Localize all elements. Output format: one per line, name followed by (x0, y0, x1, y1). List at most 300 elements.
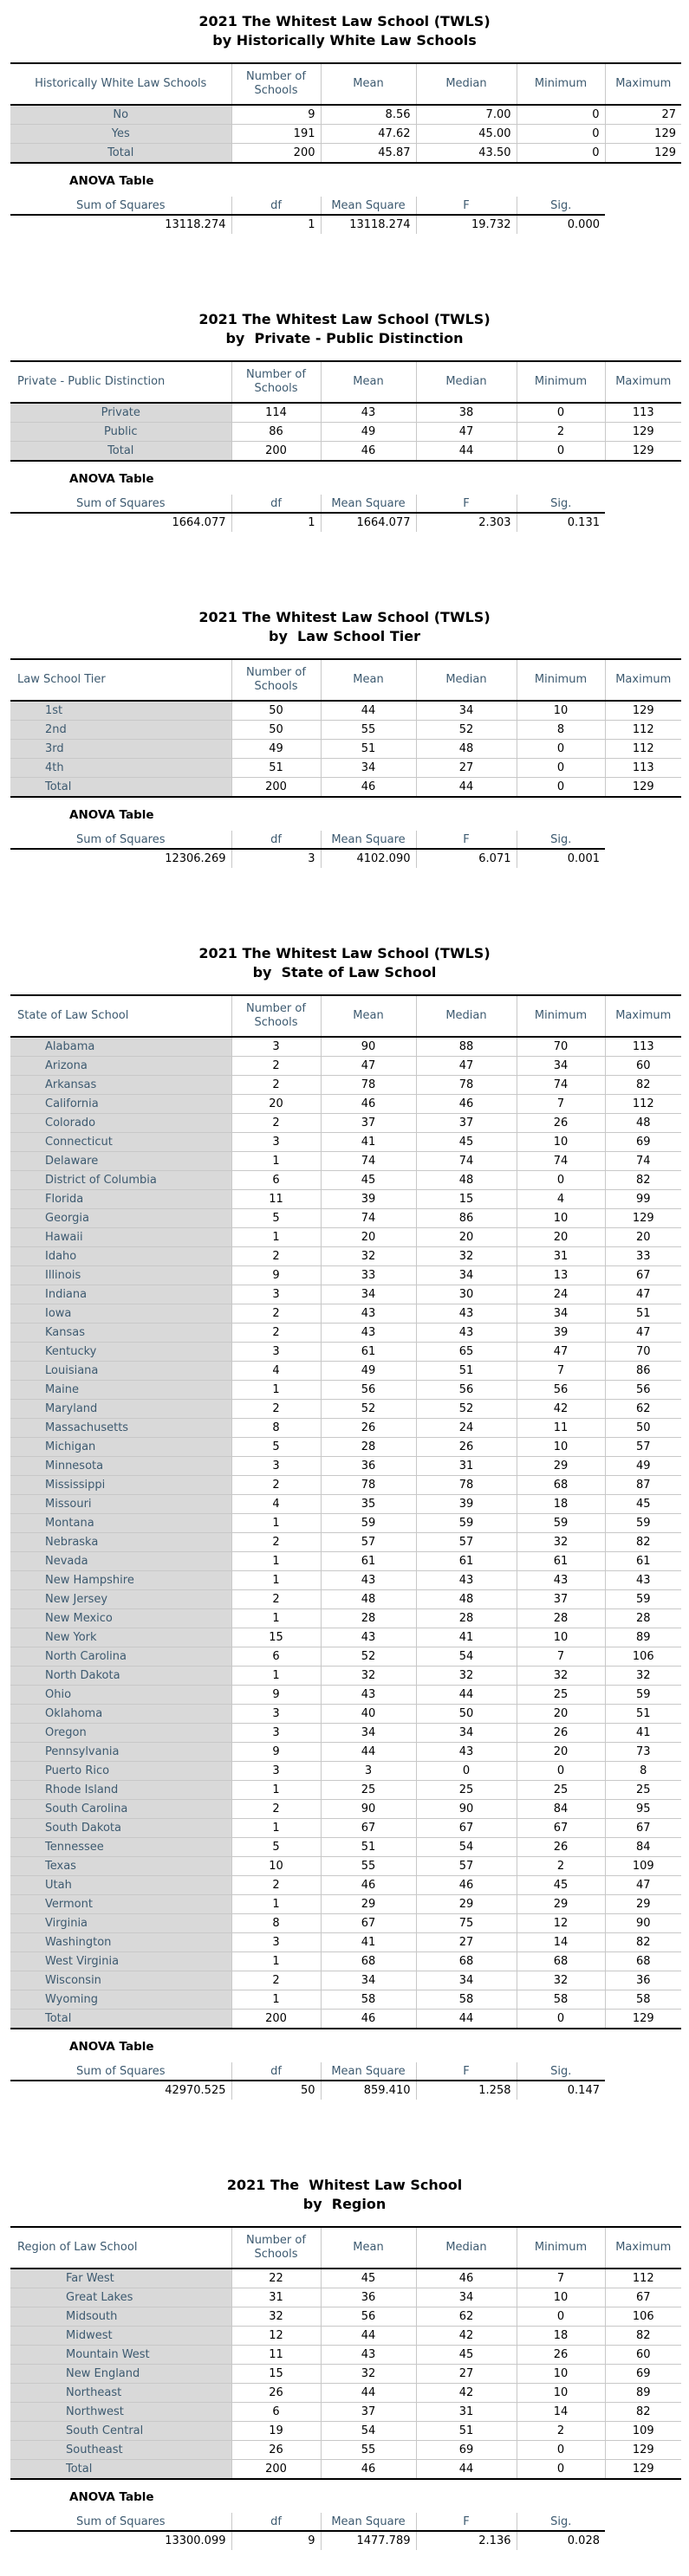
row-label: Connecticut (10, 1133, 231, 1152)
anova-column-header: Mean Square (321, 831, 416, 849)
cell-value: 11 (517, 1419, 605, 1438)
cell-value: 74 (517, 1152, 605, 1171)
anova-column-header: Mean Square (321, 197, 416, 215)
cell-value: 86 (231, 423, 321, 442)
cell-value: 5 (231, 1438, 321, 1457)
cell-value: 61 (416, 1552, 517, 1571)
cell-value: 129 (605, 2460, 681, 2480)
stats-column-header: Mean (321, 63, 416, 105)
anova-column-header: F (416, 197, 517, 215)
row-label: Private (10, 403, 231, 423)
cell-value: 54 (321, 2422, 416, 2441)
cell-value: 61 (605, 1552, 681, 1571)
row-label: New York (10, 1628, 231, 1647)
cell-value: 50 (231, 721, 321, 740)
cell-value: 5 (231, 1209, 321, 1228)
cell-value: 29 (517, 1895, 605, 1914)
cell-value: 56 (517, 1381, 605, 1400)
anova-column-header: df (231, 2062, 321, 2081)
cell-value: 28 (416, 1609, 517, 1628)
stats-column-header: Mean (321, 659, 416, 701)
row-label: Missouri (10, 1495, 231, 1514)
cell-value: 34 (321, 1285, 416, 1304)
cell-value: 5 (231, 1838, 321, 1857)
cell-value: 43 (416, 1304, 517, 1324)
stats-row (10, 1362, 681, 1381)
stats-row (10, 1037, 681, 1057)
cell-value: 3 (231, 1457, 321, 1476)
stats-row (10, 1933, 681, 1952)
row-label: Oklahoma (10, 1705, 231, 1724)
cell-value: 7 (517, 1362, 605, 1381)
anova-column-header: Mean Square (321, 2513, 416, 2531)
cell-value: 18 (517, 1495, 605, 1514)
cell-value: 55 (321, 721, 416, 740)
cell-value: 44 (321, 2327, 416, 2346)
row-label: Midwest (10, 2327, 231, 2346)
cell-value: 3 (231, 1343, 321, 1362)
row-label: Total (10, 144, 231, 164)
report-section (0, 310, 689, 532)
stats-total-row (10, 778, 681, 798)
report-section (0, 944, 689, 2100)
cell-value: 10 (517, 2365, 605, 2384)
cell-value: 6 (231, 1647, 321, 1667)
cell-value: 45 (321, 1171, 416, 1190)
cell-value: 57 (416, 1857, 517, 1876)
cell-value: 43 (517, 1571, 605, 1590)
cell-value: 20 (517, 1705, 605, 1724)
cell-value: 78 (321, 1076, 416, 1095)
cell-value: 43 (416, 1324, 517, 1343)
stats-row (10, 1057, 681, 1076)
cell-value: 41 (321, 1933, 416, 1952)
stats-row (10, 1952, 681, 1971)
stats-row (10, 1209, 681, 1228)
anova-column-header: F (416, 2513, 517, 2531)
cell-value: 34 (416, 1971, 517, 1990)
cell-value: 82 (605, 2403, 681, 2422)
cell-value: 12 (517, 1914, 605, 1933)
stats-row (10, 105, 681, 125)
stats-row (10, 1609, 681, 1628)
stats-row (10, 403, 681, 423)
row-label: Total (10, 442, 231, 462)
anova-column-header: Sum of Squares (10, 495, 231, 513)
cell-value: 70 (605, 1343, 681, 1362)
cell-value: 2 (231, 1247, 321, 1266)
cell-value: 44 (416, 442, 517, 462)
cell-value: 29 (517, 1457, 605, 1476)
cell-value: 59 (416, 1514, 517, 1533)
stats-row (10, 1857, 681, 1876)
stats-row (10, 1914, 681, 1933)
cell-value: 43 (321, 403, 416, 423)
row-label: Oregon (10, 1724, 231, 1743)
anova-column-header: df (231, 197, 321, 215)
row-label: 1st (10, 701, 231, 721)
cell-value: 25 (517, 1781, 605, 1800)
cell-value: 20 (321, 1228, 416, 1247)
cell-value: 36 (321, 2288, 416, 2307)
cell-value: 42 (517, 1400, 605, 1419)
stats-body (10, 701, 681, 797)
cell-value: 3 (231, 1285, 321, 1304)
cell-value: 46 (321, 778, 416, 798)
stats-column-header: Minimum (517, 361, 605, 403)
cell-value: 58 (416, 1990, 517, 2010)
cell-value: 0 (517, 2010, 605, 2029)
cell-value: 29 (605, 1895, 681, 1914)
stats-column-header: Maximum (605, 63, 681, 105)
stats-column-header: Number of Schools (231, 361, 321, 403)
cell-value: 34 (321, 759, 416, 778)
cell-value: 61 (321, 1552, 416, 1571)
stats-row (10, 740, 681, 759)
cell-value: 32 (321, 1247, 416, 1266)
cell-value: 9 (231, 1686, 321, 1705)
cell-value: 49 (321, 1362, 416, 1381)
cell-value: 2 (231, 1114, 321, 1133)
cell-value: 67 (416, 1819, 517, 1838)
cell-value: 26 (231, 2441, 321, 2460)
cell-value: 0 (517, 2307, 605, 2327)
cell-value: 67 (321, 1819, 416, 1838)
cell-value: 74 (605, 1152, 681, 1171)
cell-value: 39 (416, 1495, 517, 1514)
cell-value: 1 (231, 1571, 321, 1590)
cell-value: 34 (416, 1266, 517, 1285)
stats-column-header: Minimum (517, 2227, 605, 2269)
anova-value-row (10, 513, 605, 532)
cell-value: 113 (605, 759, 681, 778)
cell-value: 25 (517, 1686, 605, 1705)
stats-column-header: Maximum (605, 2227, 681, 2269)
cell-value: 112 (605, 740, 681, 759)
anova-block (10, 2040, 689, 2100)
cell-value: 10 (517, 1628, 605, 1647)
cell-value: 15 (416, 1190, 517, 1209)
cell-value: 42 (416, 2384, 517, 2403)
report-section (0, 608, 689, 868)
cell-value: 36 (605, 1971, 681, 1990)
cell-value: 112 (605, 1095, 681, 1114)
cell-value: 19 (231, 2422, 321, 2441)
cell-value: 43 (321, 1628, 416, 1647)
row-label: Vermont (10, 1895, 231, 1914)
anova-value: 1 (231, 215, 321, 234)
anova-heading: ANOVA Table (69, 2040, 154, 2054)
anova-column-header: Sig. (517, 197, 605, 215)
cell-value: 18 (517, 2327, 605, 2346)
stats-row (10, 2384, 681, 2403)
cell-value: 2 (231, 1476, 321, 1495)
cell-value: 31 (416, 2403, 517, 2422)
cell-value: 2 (231, 1800, 321, 1819)
cell-value: 47.62 (321, 125, 416, 144)
cell-value: 114 (231, 403, 321, 423)
stats-header-row (10, 659, 681, 701)
cell-value: 56 (416, 1381, 517, 1400)
report-section (0, 12, 689, 234)
cell-value: 52 (321, 1647, 416, 1667)
cell-value: 44 (416, 1686, 517, 1705)
cell-value: 1 (231, 1381, 321, 1400)
anova-value: 0.028 (517, 2531, 605, 2550)
cell-value: 10 (517, 1209, 605, 1228)
stats-row (10, 1895, 681, 1914)
stats-row (10, 1152, 681, 1171)
cell-value: 200 (231, 442, 321, 462)
cell-value: 34 (321, 1724, 416, 1743)
cell-value: 49 (321, 423, 416, 442)
stats-row (10, 701, 681, 721)
cell-value: 112 (605, 2269, 681, 2288)
section-title (0, 944, 689, 982)
stats-row (10, 1743, 681, 1762)
stats-column-header: Median (416, 659, 517, 701)
cell-value: 1 (231, 1819, 321, 1838)
stats-row (10, 1095, 681, 1114)
stats-table (10, 2226, 681, 2480)
stats-row (10, 721, 681, 740)
cell-value: 1 (231, 1514, 321, 1533)
row-label: Tennessee (10, 1838, 231, 1857)
cell-value: 45 (605, 1495, 681, 1514)
cell-value: 24 (416, 1419, 517, 1438)
cell-value: 3 (321, 1762, 416, 1781)
stats-row (10, 1324, 681, 1343)
cell-value: 52 (416, 721, 517, 740)
cell-value: 35 (321, 1495, 416, 1514)
anova-value: 13300.099 (165, 2534, 226, 2547)
cell-value: 9 (231, 1266, 321, 1285)
stats-column-header: Number of Schools (231, 2227, 321, 2269)
section-title-line2: by Law School Tier (269, 628, 420, 644)
cell-value: 65 (416, 1343, 517, 1362)
cell-value: 29 (416, 1895, 517, 1914)
cell-value: 32 (517, 1971, 605, 1990)
cell-value: 109 (605, 1857, 681, 1876)
cell-value: 2 (231, 1876, 321, 1895)
stats-row (10, 2422, 681, 2441)
row-label: Wisconsin (10, 1971, 231, 1990)
anova-column-header: F (416, 2062, 517, 2081)
cell-value: 89 (605, 2384, 681, 2403)
anova-value: 1477.789 (321, 2531, 416, 2550)
stats-row (10, 1819, 681, 1838)
cell-value: 37 (517, 1590, 605, 1609)
cell-value: 1 (231, 1552, 321, 1571)
cell-value: 43 (321, 2346, 416, 2365)
cell-value: 82 (605, 1533, 681, 1552)
row-label: South Dakota (10, 1819, 231, 1838)
anova-column-header: F (416, 831, 517, 849)
cell-value: 200 (231, 778, 321, 798)
cell-value: 33 (605, 1247, 681, 1266)
cell-value: 60 (605, 2346, 681, 2365)
cell-value: 50 (416, 1705, 517, 1724)
anova-table (10, 197, 605, 234)
cell-value: 10 (231, 1857, 321, 1876)
anova-header-row (10, 197, 605, 215)
stats-row (10, 1686, 681, 1705)
stats-row-header: State of Law School (10, 995, 231, 1037)
cell-value: 8 (231, 1419, 321, 1438)
section-title-line1: 2021 The Whitest Law School (TWLS) (198, 13, 491, 29)
cell-value: 78 (416, 1076, 517, 1095)
anova-header-row (10, 495, 605, 513)
anova-column-header: Mean Square (321, 495, 416, 513)
cell-value: 43 (605, 1571, 681, 1590)
stats-row (10, 1343, 681, 1362)
cell-value: 51 (321, 1838, 416, 1857)
cell-value: 39 (321, 1190, 416, 1209)
cell-value: 8.56 (321, 105, 416, 125)
anova-value: 6.071 (416, 849, 517, 868)
cell-value: 45 (416, 1133, 517, 1152)
cell-value: 46 (416, 1876, 517, 1895)
cell-value: 46 (321, 1876, 416, 1895)
row-label: 3rd (10, 740, 231, 759)
row-label: Great Lakes (10, 2288, 231, 2307)
cell-value: 1 (231, 1952, 321, 1971)
cell-value: 38 (416, 403, 517, 423)
stats-row (10, 1838, 681, 1857)
cell-value: 3 (231, 1133, 321, 1152)
cell-value: 37 (321, 1114, 416, 1133)
stats-row (10, 1800, 681, 1819)
stats-column-header: Median (416, 361, 517, 403)
cell-value: 78 (416, 1476, 517, 1495)
row-label: Montana (10, 1514, 231, 1533)
report-section (0, 2176, 689, 2550)
cell-value: 43 (321, 1324, 416, 1343)
row-label: Delaware (10, 1152, 231, 1171)
row-label: Arkansas (10, 1076, 231, 1095)
cell-value: 39 (517, 1324, 605, 1343)
cell-value: 62 (416, 2307, 517, 2327)
cell-value: 1 (231, 1228, 321, 1247)
stats-total-row (10, 442, 681, 462)
cell-value: 32 (605, 1667, 681, 1686)
section-title-line1: 2021 The Whitest Law School (TWLS) (198, 945, 491, 961)
cell-value: 12 (231, 2327, 321, 2346)
cell-value: 67 (517, 1819, 605, 1838)
anova-column-header: Sum of Squares (10, 2062, 231, 2081)
stats-row (10, 1133, 681, 1152)
stats-row (10, 2288, 681, 2307)
cell-value: 3 (231, 1762, 321, 1781)
row-label: South Carolina (10, 1800, 231, 1819)
cell-value: 9 (231, 105, 321, 125)
stats-body (10, 1037, 681, 2029)
cell-value: 47 (517, 1343, 605, 1362)
stats-row (10, 2441, 681, 2460)
stats-column-header: Minimum (517, 995, 605, 1037)
row-label: Iowa (10, 1304, 231, 1324)
cell-value: 50 (605, 1419, 681, 1438)
row-label: Puerto Rico (10, 1762, 231, 1781)
anova-column-header: Mean Square (321, 2062, 416, 2081)
cell-value: 10 (517, 1133, 605, 1152)
anova-value: 0.147 (517, 2081, 605, 2100)
stats-column-header: Mean (321, 995, 416, 1037)
cell-value: 75 (416, 1914, 517, 1933)
cell-value: 67 (605, 2288, 681, 2307)
section-title-line2: by State of Law School (252, 964, 437, 981)
cell-value: 74 (321, 1209, 416, 1228)
stats-column-header: Minimum (517, 659, 605, 701)
row-label: Alabama (10, 1037, 231, 1057)
cell-value: 129 (605, 144, 681, 164)
anova-value: 19.732 (416, 215, 517, 234)
anova-value: 4102.090 (321, 849, 416, 868)
cell-value: 48 (321, 1590, 416, 1609)
cell-value: 48 (605, 1114, 681, 1133)
stats-row (10, 1266, 681, 1285)
stats-column-header: Minimum (517, 63, 605, 105)
cell-value: 37 (416, 1114, 517, 1133)
row-label: Utah (10, 1876, 231, 1895)
row-label: Mountain West (10, 2346, 231, 2365)
cell-value: 59 (605, 1686, 681, 1705)
row-label: Far West (10, 2269, 231, 2288)
cell-value: 0 (517, 1762, 605, 1781)
cell-value: 67 (321, 1914, 416, 1933)
cell-value: 26 (517, 1724, 605, 1743)
anova-value-row (10, 849, 605, 868)
cell-value: 74 (321, 1152, 416, 1171)
cell-value: 32 (231, 2307, 321, 2327)
row-label: Public (10, 423, 231, 442)
cell-value: 7.00 (416, 105, 517, 125)
cell-value: 106 (605, 1647, 681, 1667)
cell-value: 3 (231, 1705, 321, 1724)
cell-value: 68 (517, 1476, 605, 1495)
cell-value: 4 (517, 1190, 605, 1209)
cell-value: 34 (321, 1971, 416, 1990)
anova-value: 0.001 (517, 849, 605, 868)
cell-value: 45 (517, 1876, 605, 1895)
stats-total-row (10, 2460, 681, 2480)
row-label: Southeast (10, 2441, 231, 2460)
cell-value: 6 (231, 1171, 321, 1190)
cell-value: 88 (416, 1037, 517, 1057)
cell-value: 43 (321, 1571, 416, 1590)
cell-value: 7 (517, 2269, 605, 2288)
stats-column-header: Median (416, 995, 517, 1037)
row-label: New Mexico (10, 1609, 231, 1628)
cell-value: 41 (605, 1724, 681, 1743)
cell-value: 44 (416, 778, 517, 798)
cell-value: 48 (416, 1171, 517, 1190)
row-label: Rhode Island (10, 1781, 231, 1800)
cell-value: 24 (517, 1285, 605, 1304)
cell-value: 90 (321, 1037, 416, 1057)
cell-value: 34 (416, 701, 517, 721)
anova-column-header: F (416, 495, 517, 513)
row-label: West Virginia (10, 1952, 231, 1971)
cell-value: 48 (416, 740, 517, 759)
cell-value: 62 (605, 1400, 681, 1419)
cell-value: 1 (231, 1990, 321, 2010)
stats-row (10, 1476, 681, 1495)
cell-value: 2 (231, 1324, 321, 1343)
stats-row (10, 1076, 681, 1095)
stats-column-header: Number of Schools (231, 63, 321, 105)
cell-value: 46 (321, 2010, 416, 2029)
